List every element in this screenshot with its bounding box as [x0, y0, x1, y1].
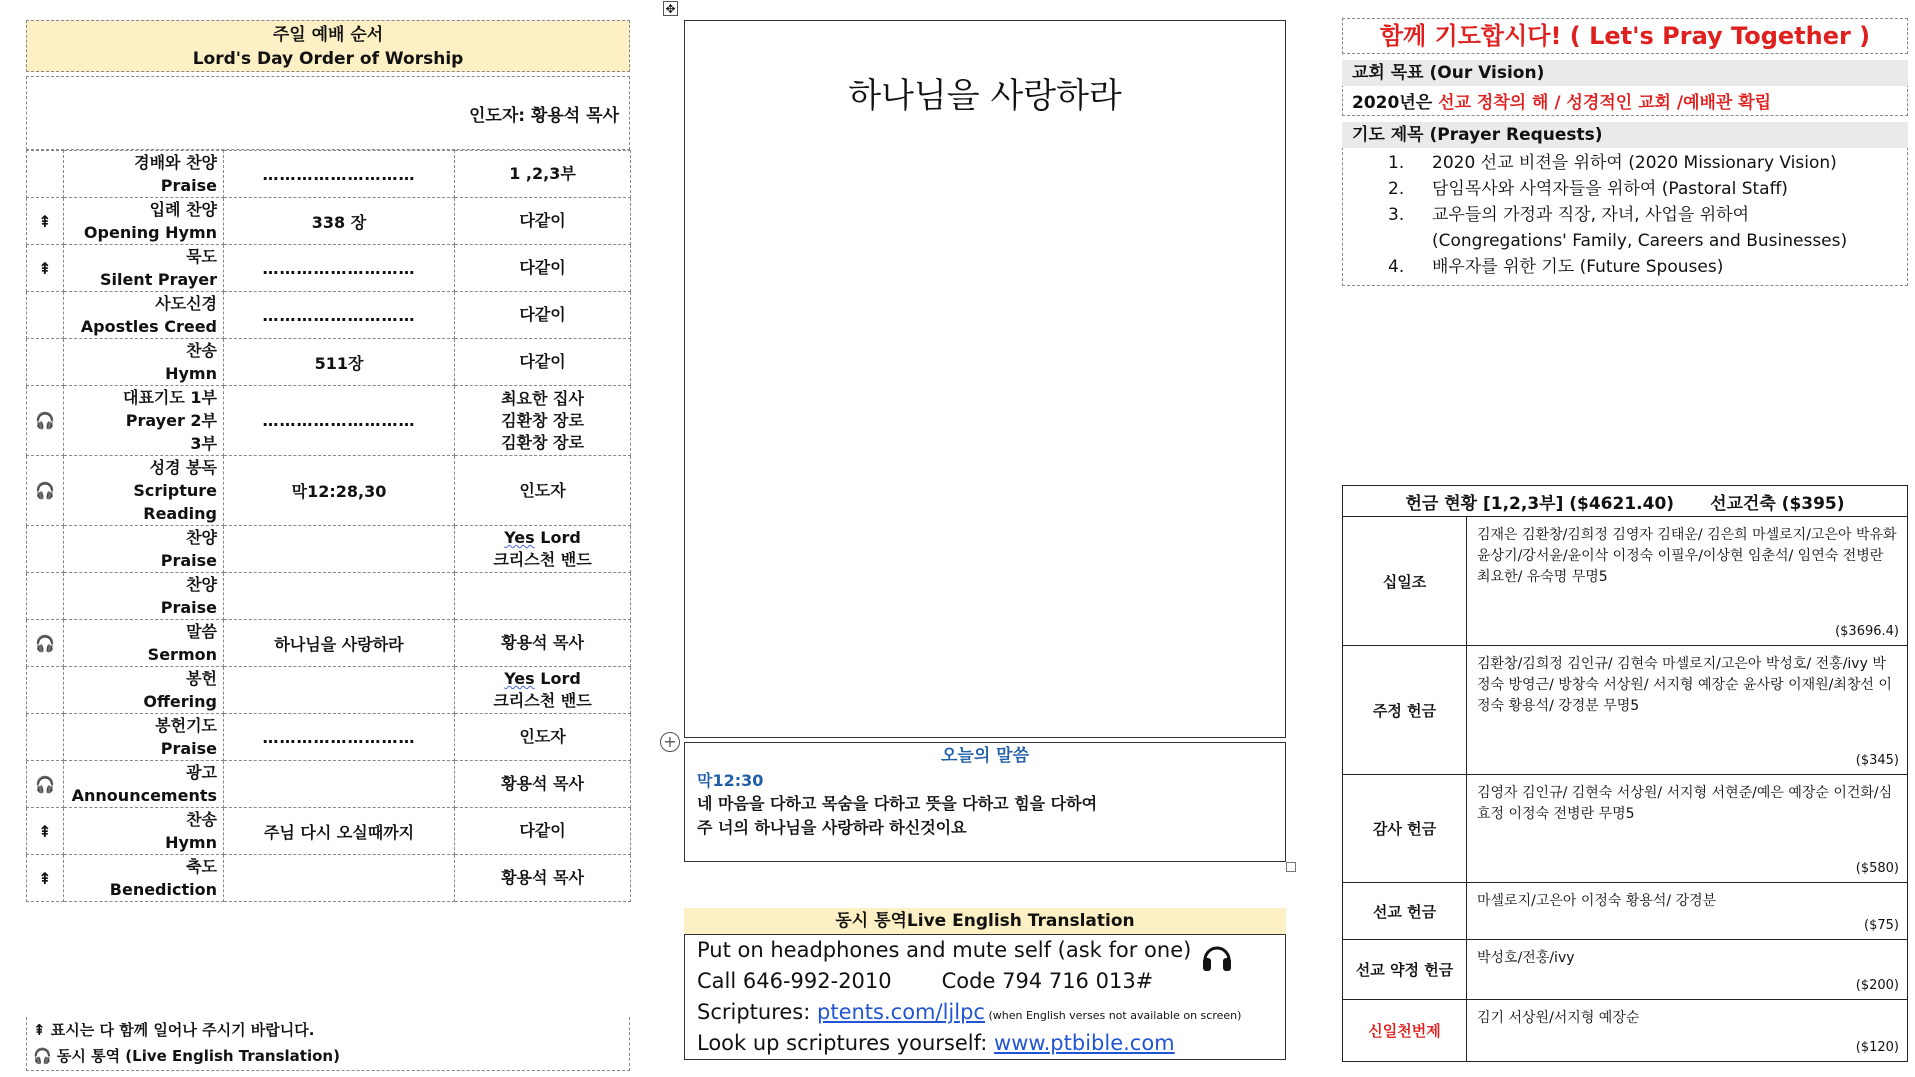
worship-item-name: 축도 Benediction — [64, 855, 224, 902]
order-title-korean: 주일 예배 순서 — [272, 25, 384, 45]
offering-amount: ($345) — [1855, 753, 1899, 768]
worship-item-detail — [224, 526, 455, 573]
offering-row — [1343, 1000, 1908, 1062]
empty-icon-cell — [27, 573, 64, 620]
worship-item-detail: ……………………… — [224, 151, 455, 198]
pray-together-title: 함께 기도합시다! ( Let's Pray Together ) — [1342, 18, 1908, 54]
worship-item-leader: 다같이 — [455, 198, 631, 245]
offering-names: 김재은 김환창/김희정 김영자 김태운/ 김은희 마셀로지/고은아 박유화 윤상기/강서윤/윤이삭 이정숙 이필우/이상현 임춘석/ 임연숙 전병란 최요한/ 유숙명 무명5 — [1477, 527, 1897, 585]
worship-item-leader: Yes Lord 크리스천 밴드 — [455, 526, 631, 573]
headphones-icon: 🎧 — [27, 761, 64, 808]
offering-names: 박성호/전홍/ivy — [1477, 950, 1575, 966]
offering-row — [1343, 646, 1908, 775]
vision-year: 2020년은 — [1352, 93, 1439, 113]
worship-item-detail: ……………………… — [224, 386, 455, 456]
vision-text — [1352, 88, 1771, 113]
lookup-line — [697, 1031, 1175, 1055]
worship-item-detail: ……………………… — [224, 714, 455, 761]
order-of-worship-table — [26, 150, 631, 902]
verse-line-1: 네 마음을 다하고 목숨을 다하고 뜻을 다하고 힘을 다하여 — [697, 794, 1098, 813]
order-notes — [26, 1017, 630, 1071]
todays-word-title: 오늘의 말씀 — [940, 746, 1030, 766]
prayer-request-item — [1388, 202, 1749, 228]
worship-item-name: 말씀 Sermon — [64, 620, 224, 667]
worship-item-leader: 인도자 — [455, 456, 631, 526]
offering-names: 김환창/김희정 김인규/ 김현숙 마셀로지/고은아 박성호/ 전홍/ivy 박정숙 방영근/ 방창숙 서상원/ 서지형 예장순 윤사랑 이재원/최창선 이정숙 황용석/ 강경분 무명5 — [1477, 656, 1892, 714]
lookup-label: Look up scriptures yourself: — [697, 1031, 995, 1055]
offering-names: 김영자 김인규/ 김현숙 서상원/ 서지형 서현준/예은 예장순 이건화/심효정 이정숙 전병란 무명5 — [1477, 785, 1893, 822]
stand-icon: ⇞ — [27, 245, 64, 292]
stand-icon: ⇞ — [27, 855, 64, 902]
stand-note: ⇞ 표시는 다 함께 일어나 주시기 바랍니다. — [33, 1021, 315, 1039]
worship-item-detail — [224, 855, 455, 902]
worship-item-leader: 황용석 목사 — [455, 855, 631, 902]
offering-amount: ($200) — [1855, 978, 1899, 993]
worship-item-detail: ……………………… — [224, 292, 455, 339]
empty-icon-cell — [27, 292, 64, 339]
resize-handle[interactable] — [1286, 862, 1296, 872]
worship-item-detail — [224, 761, 455, 808]
prayer-request-text: 담임목사와 사역자들을 위하여 (Pastoral Staff) — [1432, 179, 1788, 199]
worship-row — [27, 714, 631, 761]
worship-item-leader: 다같이 — [455, 808, 631, 855]
worship-item-detail — [224, 667, 455, 714]
call-info — [697, 969, 1153, 993]
worship-item-name: 봉헌기도 Praise — [64, 714, 224, 761]
worship-row — [27, 855, 631, 902]
offering-givers — [1467, 1000, 1908, 1062]
stand-icon: ⇞ — [27, 198, 64, 245]
offering-row — [1343, 940, 1908, 1000]
worship-row — [27, 151, 631, 198]
worship-row — [27, 456, 631, 526]
sermon-title: 하나님을 사랑하라 — [848, 76, 1122, 116]
offering-table — [1342, 485, 1908, 1062]
offering-names: 김기 서상원/서지형 예장순 — [1477, 1010, 1640, 1026]
prayer-request-item — [1388, 176, 1788, 202]
verse-line-2: 주 너의 하나님을 사랑하라 하신것이요 — [697, 818, 967, 837]
verse-reference: 막12:30 — [697, 771, 764, 790]
worship-item-name: 경배와 찬양 Praise — [64, 151, 224, 198]
prayer-request-text: 교우들의 가정과 직장, 자녀, 사업을 위하여 — [1432, 205, 1750, 225]
worship-row — [27, 573, 631, 620]
prayer-request-item — [1388, 228, 1847, 254]
empty-icon-cell — [27, 526, 64, 573]
table-move-handle-icon[interactable]: ✥ — [663, 1, 678, 16]
offering-row — [1343, 883, 1908, 940]
worship-item-name: 봉헌 Offering — [64, 667, 224, 714]
worship-item-detail: 511장 — [224, 339, 455, 386]
prayer-request-text: 배우자를 위한 기도 (Future Spouses) — [1432, 257, 1724, 277]
worship-item-name: 찬양 Praise — [64, 573, 224, 620]
add-row-icon[interactable]: + — [660, 732, 680, 752]
worship-row — [27, 526, 631, 573]
offering-names: 마셀로지/고은아 이정숙 황용석/ 강경분 — [1477, 893, 1717, 909]
empty-icon-cell — [27, 714, 64, 761]
worship-row — [27, 620, 631, 667]
worship-item-leader: 다같이 — [455, 245, 631, 292]
offering-type: 십일조 — [1343, 517, 1467, 646]
worship-item-leader: 1 ,2,3부 — [455, 151, 631, 198]
worship-item-name: 찬양 Praise — [64, 526, 224, 573]
worship-item-name: 성경 봉독 Scripture Reading — [64, 456, 224, 526]
worship-item-detail: 막12:28,30 — [224, 456, 455, 526]
offering-type: 주정 헌금 — [1343, 646, 1467, 775]
worship-item-leader — [455, 573, 631, 620]
offering-givers — [1467, 940, 1908, 1000]
offering-givers — [1467, 646, 1908, 775]
headphones-icon: 🎧 — [27, 620, 64, 667]
vision-label: 교회 목표 (Our Vision) — [1342, 60, 1908, 86]
offering-givers — [1467, 517, 1908, 646]
worship-item-leader: 최요한 집사 김환창 장로 김환창 장로 — [455, 386, 631, 456]
mission-building-total: 선교건축 ($395) — [1710, 493, 1845, 514]
offering-total: 헌금 현황 [1,2,3부] ($4621.40) — [1405, 493, 1675, 514]
call-number: Call 646-992-2010 — [697, 969, 892, 993]
offering-type: 선교 헌금 — [1343, 883, 1467, 940]
offering-type: 선교 약정 헌금 — [1343, 940, 1467, 1000]
empty-icon-cell — [27, 151, 64, 198]
worship-item-name: 묵도 Silent Prayer — [64, 245, 224, 292]
scriptures-link[interactable]: ptents.com/ljlpc — [817, 1000, 985, 1024]
worship-item-leader: Yes Lord 크리스천 밴드 — [455, 667, 631, 714]
empty-icon-cell — [27, 339, 64, 386]
worship-row — [27, 245, 631, 292]
headphones-icon — [1200, 940, 1234, 978]
live-translation-header: 동시 통역Live English Translation — [684, 908, 1286, 935]
worship-item-name: 대표기도 1부 Prayer 2부 3부 — [64, 386, 224, 456]
verse-text — [697, 792, 1277, 840]
worship-row — [27, 198, 631, 245]
worship-row — [27, 386, 631, 456]
translation-note: 🎧 동시 통역 (Live English Translation) — [33, 1047, 340, 1065]
offering-amount: ($75) — [1864, 918, 1899, 933]
offering-header — [1343, 486, 1908, 517]
call-code: Code 794 716 013# — [941, 969, 1154, 993]
worship-item-name: 찬송 Hymn — [64, 339, 224, 386]
offering-amount: ($120) — [1855, 1040, 1899, 1055]
worship-item-leader: 황용석 목사 — [455, 620, 631, 667]
stand-icon: ⇞ — [27, 808, 64, 855]
worship-item-leader: 인도자 — [455, 714, 631, 761]
headphones-icon: 🎧 — [27, 456, 64, 526]
worship-item-detail: ……………………… — [224, 245, 455, 292]
offering-givers — [1467, 883, 1908, 940]
worship-item-name: 찬송 Hymn — [64, 808, 224, 855]
prayer-request-number: 1. — [1388, 153, 1405, 173]
vision-goals: 선교 정착의 해 / 성경적인 교회 /예배관 확립 — [1438, 93, 1772, 113]
sermon-image-frame — [684, 20, 1286, 738]
worship-item-detail — [224, 573, 455, 620]
offering-amount: ($3696.4) — [1835, 624, 1899, 639]
scriptures-line — [697, 1000, 1241, 1024]
prayer-request-number: 3. — [1388, 205, 1405, 225]
prayer-request-number: 2. — [1388, 179, 1405, 199]
offering-row — [1343, 517, 1908, 646]
offering-row — [1343, 775, 1908, 883]
offering-givers — [1467, 775, 1908, 883]
worship-item-detail: 하나님을 사랑하라 — [224, 620, 455, 667]
worship-row — [27, 667, 631, 714]
order-of-worship-header — [26, 20, 630, 72]
prayer-request-number: 4. — [1388, 257, 1405, 277]
worship-item-name: 사도신경 Apostles Creed — [64, 292, 224, 339]
prayer-request-text: (Congregations' Family, Careers and Businesses) — [1432, 231, 1848, 251]
empty-icon-cell — [27, 667, 64, 714]
worship-row — [27, 761, 631, 808]
worship-item-detail: 주님 다시 오실때까지 — [224, 808, 455, 855]
offering-amount: ($580) — [1855, 861, 1899, 876]
headphones-instruction: Put on headphones and mute self (ask for one) — [697, 938, 1192, 962]
worship-row — [27, 292, 631, 339]
worship-item-detail: 338 장 — [224, 198, 455, 245]
worship-item-name: 광고 Announcements — [64, 761, 224, 808]
scriptures-note: (when English verses not available on screen) — [984, 1009, 1242, 1022]
worship-item-name: 입례 찬양 Opening Hymn — [64, 198, 224, 245]
headphones-icon: 🎧 — [27, 386, 64, 456]
worship-item-leader: 황용석 목사 — [455, 761, 631, 808]
lookup-link[interactable]: www.ptbible.com — [994, 1031, 1175, 1055]
prayer-request-text: 2020 선교 비젼을 위하여 (2020 Missionary Vision) — [1432, 153, 1837, 173]
scriptures-label: Scriptures: — [697, 1000, 818, 1024]
worship-leader: 인도자: 황용석 목사 — [26, 76, 630, 150]
order-title-english: Lord's Day Order of Worship — [192, 49, 464, 69]
prayer-request-item — [1388, 150, 1837, 176]
worship-item-leader: 다같이 — [455, 292, 631, 339]
worship-row — [27, 808, 631, 855]
prayer-request-item — [1388, 254, 1723, 280]
worship-item-leader: 다같이 — [455, 339, 631, 386]
worship-row — [27, 339, 631, 386]
prayer-requests-label: 기도 제목 (Prayer Requests) — [1342, 122, 1908, 148]
offering-type: 감사 헌금 — [1343, 775, 1467, 883]
offering-type: 신일천번제 — [1343, 1000, 1467, 1062]
